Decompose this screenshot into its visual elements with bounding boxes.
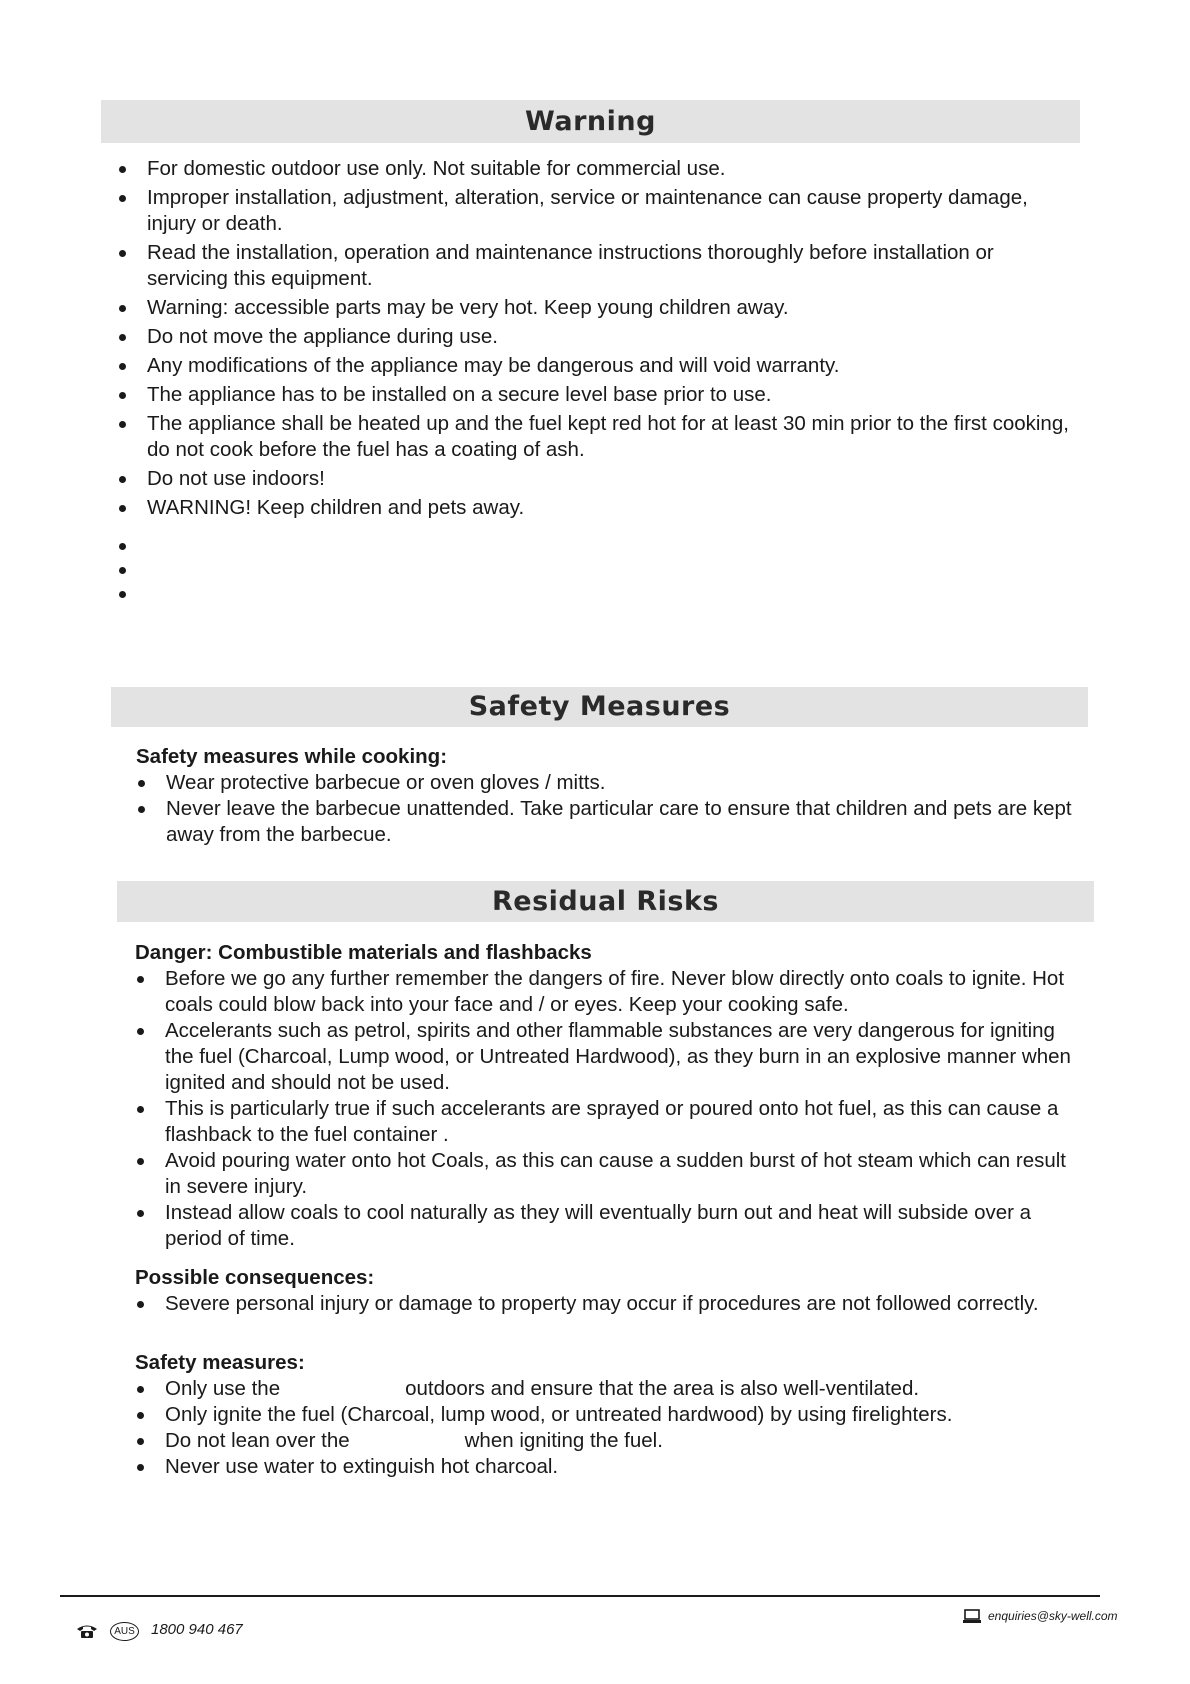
laptop-icon: [962, 1608, 982, 1624]
measure-text: outdoors and ensure that the area is also well-ventilated.: [405, 1377, 920, 1400]
safety-subheading: Safety measures while cooking:: [136, 745, 448, 768]
list-item: Only ignite the fuel (Charcoal, lump wood, or untreated hardwood) by using firelighters.: [135, 1402, 1085, 1428]
list-item: Do not use indoors!: [117, 466, 1077, 492]
list-item: Severe personal injury or damage to property may occur if procedures are not followed correctly.: [135, 1291, 1075, 1317]
warning-heading-band: [101, 100, 1080, 143]
list-item: Never leave the barbecue unattended. Take particular care to ensure that children and pets are kept away from the barbecue.: [136, 796, 1086, 848]
list-item: This is particularly true if such accelerants are sprayed or poured onto hot fuel, as this can cause a flashback to the fuel container .: [135, 1096, 1075, 1148]
list-item: Improper installation, adjustment, alteration, service or maintenance can cause property damage, injury or death.: [117, 185, 1077, 237]
measure-text: when igniting the fuel.: [464, 1429, 663, 1452]
consequences-heading: Possible consequences:: [135, 1266, 375, 1289]
phone-icon: [76, 1623, 98, 1639]
measure-text: Only use the: [165, 1377, 281, 1400]
list-item: Never use water to extinguish hot charcoal.: [135, 1454, 1085, 1480]
measures-heading: Safety measures:: [135, 1351, 305, 1374]
email-address: enquiries@sky-well.com: [988, 1609, 1118, 1623]
list-item: Do not move the appliance during use.: [117, 324, 1077, 350]
list-item: Any modifications of the appliance may be dangerous and will void warranty.: [117, 353, 1077, 379]
list-item: Wear protective barbecue or oven gloves / mitts.: [136, 770, 1086, 796]
list-item: Before we go any further remember the dangers of fire. Never blow directly onto coals to ignite. Hot coals could blow back into your face and / or eyes. Keep your cooking safe.: [135, 966, 1075, 1018]
consequences-list: [135, 1291, 1075, 1317]
list-item: The appliance has to be installed on a secure level base prior to use.: [117, 382, 1077, 408]
list-item: Read the installation, operation and maintenance instructions thoroughly before installation or servicing this equipment.: [117, 240, 1077, 292]
danger-heading: Danger: Combustible materials and flashbacks: [135, 941, 592, 964]
list-item: [135, 1376, 1085, 1402]
list-item: Instead allow coals to cool naturally as they will eventually burn out and heat will subside over a period of time.: [135, 1200, 1075, 1252]
list-item: Warning: accessible parts may be very hot. Keep young children away.: [117, 295, 1077, 321]
safety-heading-band: [111, 687, 1088, 727]
safety-title: Safety Measures: [468, 691, 731, 722]
warning-title: Warning: [525, 106, 656, 137]
list-item: WARNING! Keep children and pets away.: [117, 495, 1077, 521]
list-item: For domestic outdoor use only. Not suitable for commercial use.: [117, 156, 1077, 182]
list-item: Accelerants such as petrol, spirits and other flammable substances are very dangerous for igniting the fuel (Charcoal, Lump wood, or Untreated Hardwood), as they burn in an explosive manner when ignited and should not be used.: [135, 1018, 1075, 1096]
measure-text: Do not lean over the: [165, 1429, 350, 1452]
list-item: [135, 1428, 1085, 1454]
list-item: Avoid pouring water onto hot Coals, as this can cause a sudden burst of hot steam which can result in severe injury.: [135, 1148, 1075, 1200]
region-badge: AUS: [110, 1622, 139, 1641]
empty-list-item: [117, 533, 1077, 557]
warning-list: [117, 156, 1077, 605]
phone-number: 1800 940 467: [151, 1621, 243, 1638]
footer-divider: [60, 1595, 1100, 1597]
empty-list-item: [117, 557, 1077, 581]
measures-list: [135, 1376, 1085, 1480]
risks-heading-band: [117, 881, 1094, 922]
risks-title: Residual Risks: [492, 886, 719, 917]
list-item: The appliance shall be heated up and the fuel kept red hot for at least 30 min prior to the first cooking, do not cook before the fuel has a coating of ash.: [117, 411, 1077, 463]
empty-list-item: [117, 581, 1077, 605]
danger-list: [135, 966, 1075, 1252]
safety-list: [136, 770, 1086, 848]
